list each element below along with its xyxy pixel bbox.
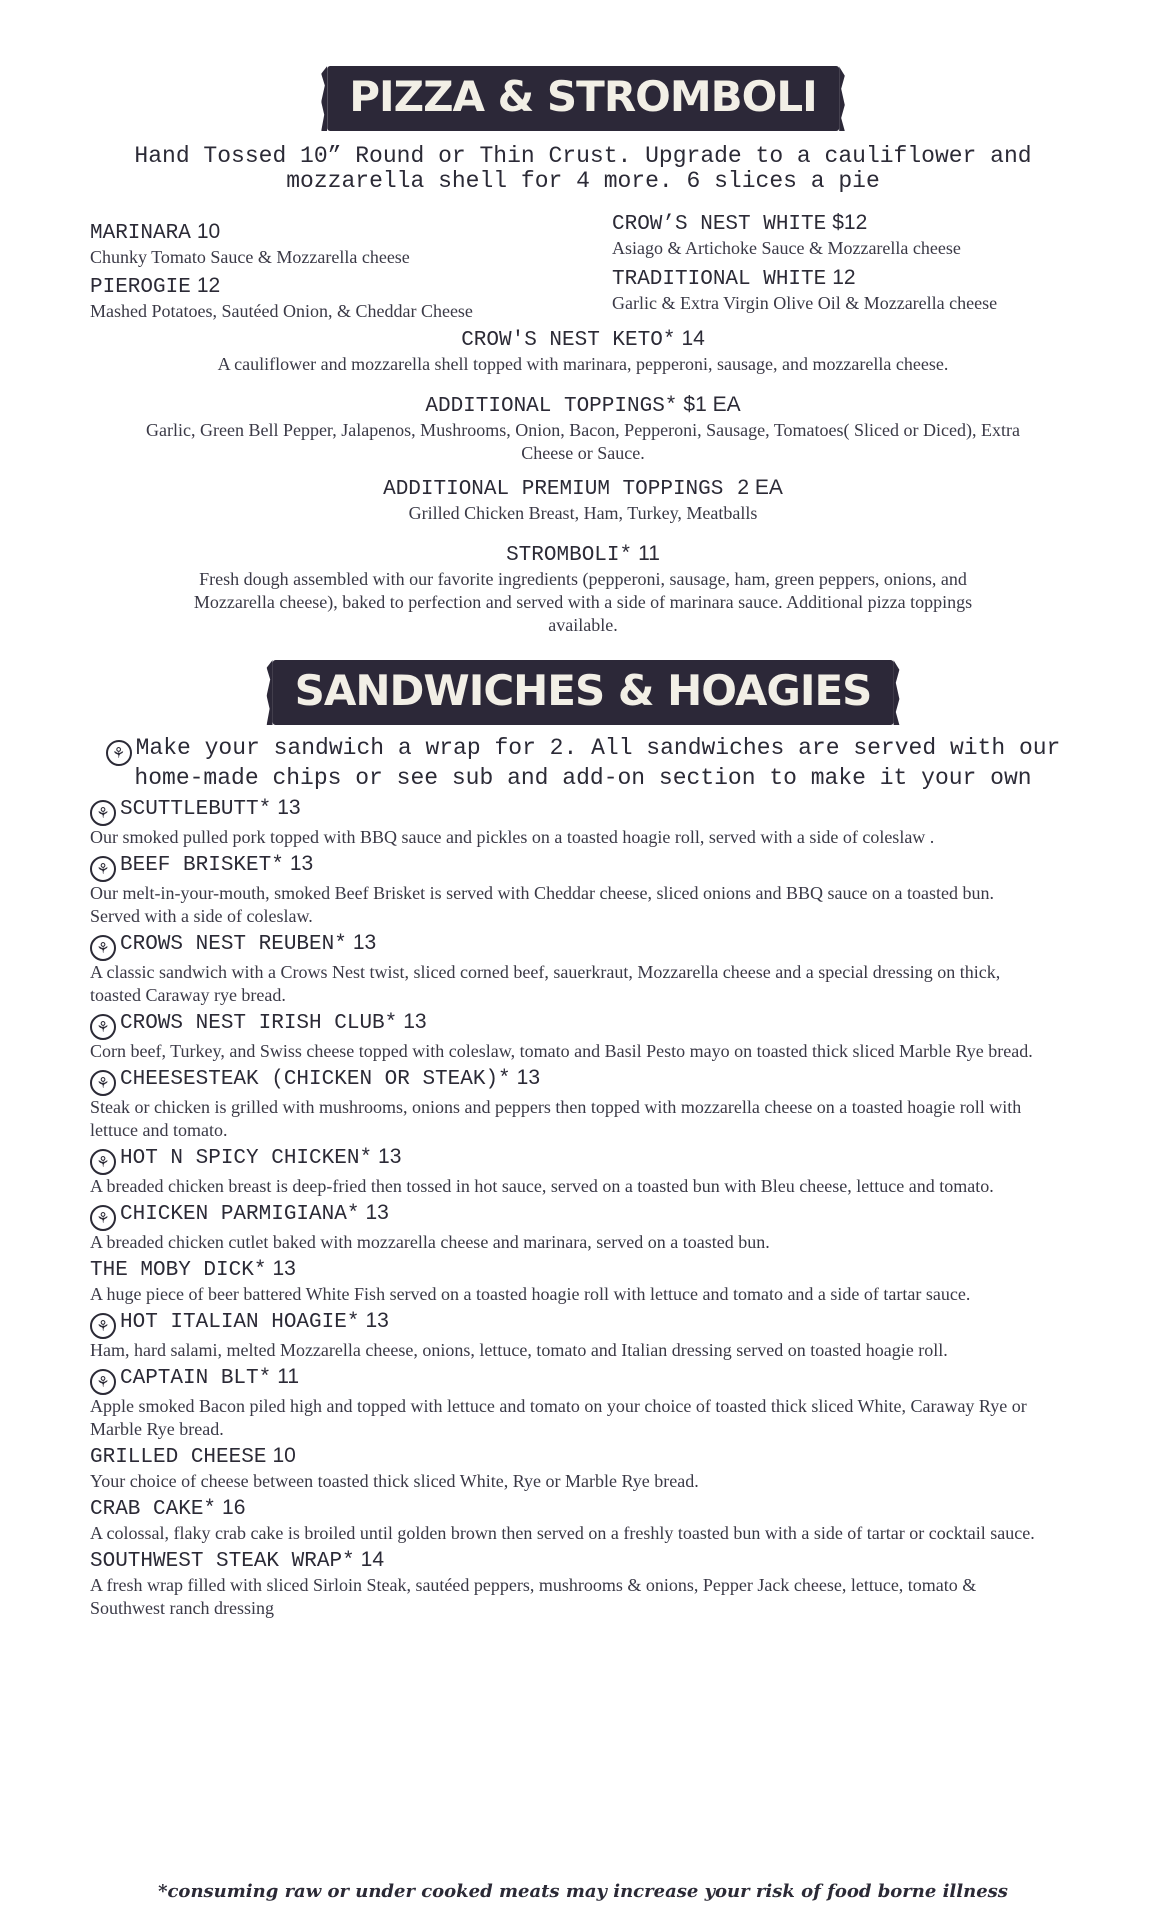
item-price: 14 xyxy=(681,327,705,350)
wheat-icon: ⚘ xyxy=(90,1149,116,1175)
item-description-line-1: Garlic, Green Bell Pepper, Jalapenos, Mushrooms, Onion, Bacon, Pepperoni, Sausage, Tomatoes( Sliced or Diced), Extra xyxy=(146,420,1020,440)
menu-item-additional-toppings xyxy=(90,393,1076,465)
item-description: Your choice of cheese between toasted thick sliced White, Rye or Marble Rye bread. xyxy=(90,1471,699,1491)
sandwich-item xyxy=(90,852,1040,928)
wheat-icon: ⚘ xyxy=(90,1313,116,1339)
item-description: Asiago & Artichoke Sauce & Mozzarella cheese xyxy=(612,238,961,258)
item-header xyxy=(90,1496,1040,1522)
item-price: 13 xyxy=(352,931,377,954)
item-description: Mashed Potatoes, Sautéed Onion, & Cheddar Cheese xyxy=(90,301,473,321)
item-name: ADDITIONAL PREMIUM TOPPINGS xyxy=(383,478,724,501)
sandwiches-intro xyxy=(0,736,1166,791)
item-price: 13 xyxy=(403,1010,427,1033)
item-name: HOT N SPICY CHICKEN* xyxy=(120,1147,373,1170)
item-description: Grilled Chicken Breast, Ham, Turkey, Meatballs xyxy=(408,503,758,523)
item-header xyxy=(90,931,1040,961)
item-name: CAPTAIN BLT* xyxy=(120,1367,272,1390)
menu-item-crows-nest-white xyxy=(612,211,961,260)
wheat-icon: ⚘ xyxy=(90,1369,116,1395)
item-header xyxy=(90,1257,1040,1283)
wheat-icon: ⚘ xyxy=(90,856,116,882)
item-description: A colossal, flaky crab cake is broiled until golden brown then served on a freshly toasted bun with a side of tartar or cocktail sauce. xyxy=(90,1523,1035,1543)
item-name: SOUTHWEST STEAK WRAP* xyxy=(90,1550,355,1573)
item-name: CROWS NEST IRISH CLUB* xyxy=(120,1012,398,1035)
wheat-icon: ⚘ xyxy=(90,935,116,961)
item-price: 2 EA xyxy=(737,476,783,499)
item-header xyxy=(90,1548,1040,1574)
item-name: TRADITIONAL WHITE xyxy=(612,268,827,291)
item-description: Apple smoked Bacon piled high and topped with lettuce and tomato on your choice of toasted thick sliced White, Caraway Rye or Marble Rye bread. xyxy=(90,1396,1027,1439)
item-description-line-3: available. xyxy=(548,615,618,635)
item-name: THE MOBY DICK* xyxy=(90,1259,267,1282)
pizza-intro-line-1: Hand Tossed 10” Round or Thin Crust. Upgrade to a cauliflower and xyxy=(134,143,1032,169)
wheat-icon: ⚘ xyxy=(90,800,116,826)
item-header xyxy=(90,1201,1040,1231)
pizza-section-title: PIZZA & STROMBOLI xyxy=(327,66,839,131)
item-name: CRAB CAKE* xyxy=(90,1498,217,1521)
item-header xyxy=(90,1010,1040,1040)
item-price: 13 xyxy=(516,1066,541,1089)
item-header xyxy=(90,1309,1040,1339)
item-price: $1 EA xyxy=(683,393,741,416)
sandwich-item xyxy=(90,1145,1040,1198)
pizza-intro-line-2: mozzarella shell for 4 more. 6 slices a pie xyxy=(286,168,880,194)
item-name: CROW'S NEST KETO* xyxy=(461,329,676,352)
item-description: Garlic & Extra Virgin Olive Oil & Mozzarella cheese xyxy=(612,293,998,313)
sandwich-item xyxy=(90,796,1040,849)
item-description: A breaded chicken cutlet baked with mozzarella cheese and marinara, served on a toasted bun. xyxy=(90,1232,770,1252)
raw-meat-disclaimer: *consuming raw or under cooked meats may increase your risk of food borne illness xyxy=(158,1881,1008,1902)
pizza-intro xyxy=(0,144,1166,194)
sandwich-item xyxy=(90,1010,1040,1063)
item-name: BEEF BRISKET* xyxy=(120,854,284,877)
sandwich-item xyxy=(90,1066,1040,1142)
sandwich-item xyxy=(90,1548,1040,1620)
item-price: 11 xyxy=(638,542,660,565)
menu-item-pierogie xyxy=(90,274,473,323)
item-description: A breaded chicken breast is deep-fried then tossed in hot sauce, served on a toasted bun with Bleu cheese, lettuce and tomato. xyxy=(90,1176,994,1196)
sandwich-item xyxy=(90,1257,1040,1306)
item-price: 14 xyxy=(360,1548,385,1571)
item-description: Chunky Tomato Sauce & Mozzarella cheese xyxy=(90,247,410,267)
item-name: ADDITIONAL TOPPINGS* xyxy=(425,395,678,418)
item-description: Our smoked pulled pork topped with BBQ sauce and pickles on a toasted hoagie roll, served with a side of coleslaw . xyxy=(90,827,935,847)
item-name: CHEESESTEAK (CHICKEN OR STEAK)* xyxy=(120,1068,511,1091)
menu-item-stromboli xyxy=(110,542,1056,637)
item-price: 13 xyxy=(272,1257,296,1280)
sandwiches-section-title: SANDWICHES & HOAGIES xyxy=(273,660,894,725)
item-price: 13 xyxy=(378,1145,402,1168)
item-price: $12 xyxy=(832,211,868,234)
item-description: Corn beef, Turkey, and Swiss cheese topped with coleslaw, tomato and Basil Pesto mayo on toasted thick sliced Marble Rye bread. xyxy=(90,1041,1033,1061)
sandwiches-intro-line-2: home-made chips or see sub and add-on section to make it your own xyxy=(134,765,1032,791)
item-header xyxy=(90,1365,1040,1395)
item-price: 13 xyxy=(365,1309,389,1332)
item-name: CROWS NEST REUBEN* xyxy=(120,933,347,956)
wheat-icon: ⚘ xyxy=(106,740,132,766)
item-header xyxy=(90,1145,1040,1175)
item-price: 13 xyxy=(277,796,301,819)
item-description: Ham, hard salami, melted Mozzarella cheese, onions, lettuce, tomato and Italian dressing served on toasted hoagie roll. xyxy=(90,1340,948,1360)
sandwich-item xyxy=(90,1365,1040,1441)
menu-item-premium-toppings xyxy=(80,476,1086,525)
item-price: 12 xyxy=(832,266,856,289)
menu-item-keto xyxy=(80,327,1086,376)
item-price: 12 xyxy=(196,274,221,297)
item-name: CHICKEN PARMIGIANA* xyxy=(120,1203,360,1226)
wheat-icon: ⚘ xyxy=(90,1205,116,1231)
menu-item-traditional-white xyxy=(612,266,997,315)
wheat-icon: ⚘ xyxy=(90,1070,116,1096)
menu-item-marinara xyxy=(90,220,410,269)
item-price: 13 xyxy=(289,852,314,875)
item-name: HOT ITALIAN HOAGIE* xyxy=(120,1311,360,1334)
item-description-line-2: Cheese or Sauce. xyxy=(521,443,645,463)
item-description: A cauliflower and mozzarella shell topped with marinara, pepperoni, sausage, and mozzarella cheese. xyxy=(217,354,949,374)
item-price: 10 xyxy=(272,1444,296,1467)
item-description: A huge piece of beer battered White Fish served on a toasted hoagie roll with lettuce and tomato and a side of tartar sauce. xyxy=(90,1284,971,1304)
item-name: SCUTTLEBUTT* xyxy=(120,798,272,821)
item-price: 11 xyxy=(277,1365,300,1388)
item-price: 10 xyxy=(196,220,221,243)
item-header xyxy=(90,852,1040,882)
item-price: 16 xyxy=(222,1496,246,1519)
item-header xyxy=(90,1444,1040,1470)
sandwich-item xyxy=(90,931,1040,1007)
item-name: CROW’S NEST WHITE xyxy=(612,213,827,236)
item-description-line-2: Mozzarella cheese), baked to perfection and served with a side of marinara sauce. Additional pizza toppings xyxy=(193,592,973,612)
item-header xyxy=(90,1066,1040,1096)
item-description: Our melt-in-your-mouth, smoked Beef Brisket is served with Cheddar cheese, sliced onions and BBQ sauce on a toasted bun. Served with a side of coleslaw. xyxy=(90,883,994,926)
item-name: STROMBOLI* xyxy=(506,544,633,567)
item-name: MARINARA xyxy=(90,222,191,245)
item-description: A classic sandwich with a Crows Nest twist, sliced corned beef, sauerkraut, Mozzarella cheese and a special dressing on thick, toasted Caraway rye bread. xyxy=(90,962,1001,1005)
item-description-line-1: Fresh dough assembled with our favorite ingredients (pepperoni, sausage, ham, green peppers, onions, and xyxy=(199,569,967,589)
sandwich-item xyxy=(90,1201,1040,1254)
sandwiches-intro-line-1: Make your sandwich a wrap for 2. All sandwiches are served with our xyxy=(135,735,1061,761)
item-price: 13 xyxy=(365,1201,389,1224)
sandwich-item xyxy=(90,1496,1040,1545)
wheat-icon: ⚘ xyxy=(90,1014,116,1040)
item-description: Steak or chicken is grilled with mushrooms, onions and peppers then topped with mozzarella cheese on a toasted hoagie roll with lettuce and tomato. xyxy=(90,1097,1022,1140)
sandwich-item xyxy=(90,1309,1040,1362)
sandwich-list xyxy=(90,796,1040,1623)
item-name: PIEROGIE xyxy=(90,276,191,299)
sandwich-item xyxy=(90,1444,1040,1493)
item-description: A fresh wrap filled with sliced Sirloin Steak, sautéed peppers, mushrooms & onions, Pepper Jack cheese, lettuce, tomato & Southwest ranch dressing xyxy=(90,1575,977,1618)
item-header xyxy=(90,796,1040,826)
item-name: GRILLED CHEESE xyxy=(90,1446,267,1469)
